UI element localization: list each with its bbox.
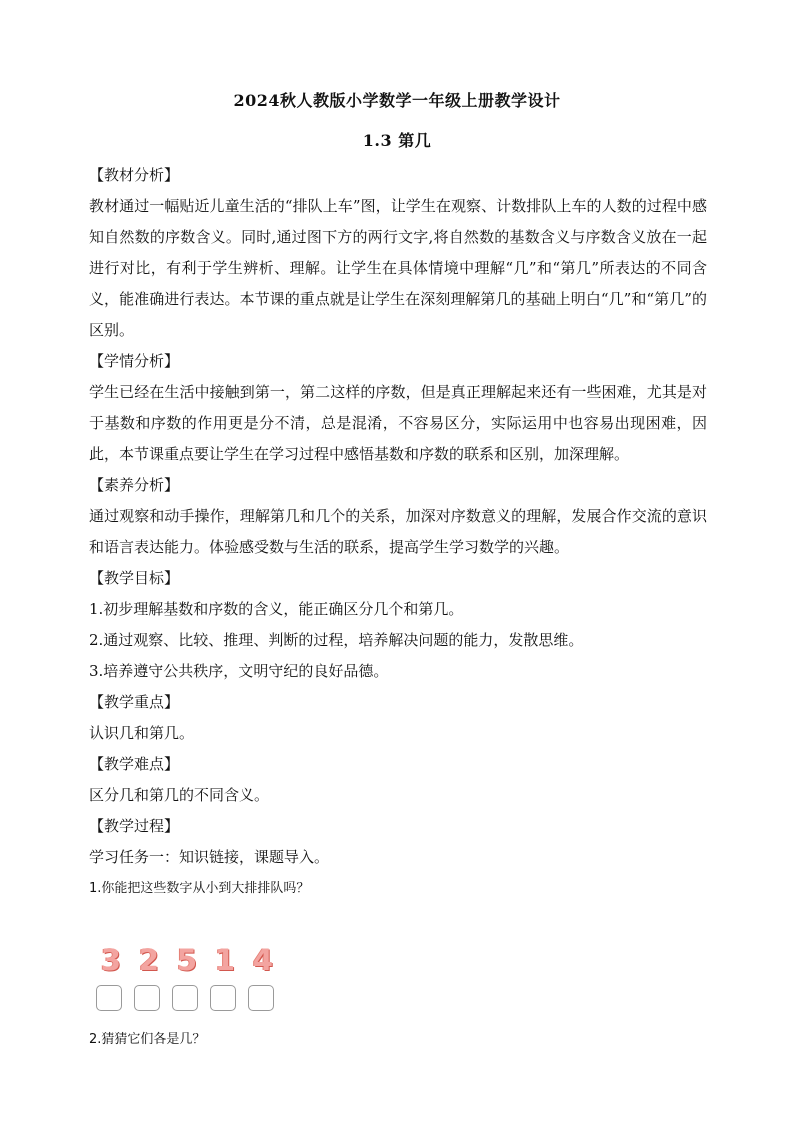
goal-item-3: 3.培养遵守公共秩序，文明守纪的良好品德。 [89,662,389,680]
section-heading-teaching-process: 【教学过程】 [89,817,180,835]
section-text-key-points: 认识几和第几。 [89,724,195,742]
answer-box [248,985,274,1011]
answer-box [210,985,236,1011]
question-2: 2.猜猜它们各是几？ [89,1032,206,1047]
goal-item-2: 2.通过观察、比较、推理、判断的过程，培养解决问题的能力，发散思维。 [89,631,584,649]
section-heading-textbook-analysis: 【教材分析】 [89,166,180,184]
lesson-subtitle: 1.3 第几 [362,131,432,150]
answer-box [134,985,160,1011]
document-body [89,160,707,904]
digit-2: 2 [138,943,160,977]
section-text-difficulties: 区分几和第几的不同含义。 [89,786,270,804]
section-text-literacy-analysis: 通过观察和动手操作，理解第几和几个的关系，加深对序数意义的理解，发展合作交流的意识和语言表达能力。体验感受数与生活的联系，提高学生学习数学的兴趣。 [89,507,707,556]
section-heading-key-points: 【教学重点】 [89,693,180,711]
digit-3: 3 [100,943,122,977]
section-heading-teaching-goals: 【教学目标】 [89,569,180,587]
answer-box-row [96,985,274,1011]
question-1: 1.你能把这些数字从小到大排排队吗？ [89,881,310,896]
document-title: 2024秋人教版小学数学一年级上册教学设计 [233,91,561,110]
section-text-textbook-analysis: 教材通过一幅贴近儿童生活的“排队上车”图，让学生在观察、计数排队上车的人数的过程中感知自然数的序数含义。同时,通过图下方的两行文字,将自然数的基数含义与序数含义放在一起进行对比，有利于学生辨析、理解。让学生在具体情境中理解“几”和“第几”所表达的不同含义，能准确进行表达。本节课的重点就是让学生在深刻理解第几的基础上明白“几”和“第几”的区别。 [89,197,707,339]
section-text-student-analysis: 学生已经在生活中接触到第一，第二这样的序数，但是真正理解起来还有一些困难，尤其是对于基数和序数的作用更是分不清，总是混淆，不容易区分，实际运用中也容易出现困难，因此，本节课重点要让学生在学习过程中感悟基数和序数的联系和区别，加深理解。 [89,383,707,463]
answer-box [172,985,198,1011]
digit-1: 1 [214,943,236,977]
section-heading-difficulties: 【教学难点】 [89,755,180,773]
digit-row [96,943,278,977]
goal-item-1: 1.初步理解基数和序数的含义，能正确区分几个和第几。 [89,600,464,618]
answer-box [96,985,122,1011]
learning-task-1: 学习任务一：知识链接，课题导入。 [89,848,330,866]
section-heading-literacy-analysis: 【素养分析】 [89,476,180,494]
digit-5: 5 [176,943,198,977]
digit-4: 4 [252,943,274,977]
section-heading-student-analysis: 【学情分析】 [89,352,180,370]
